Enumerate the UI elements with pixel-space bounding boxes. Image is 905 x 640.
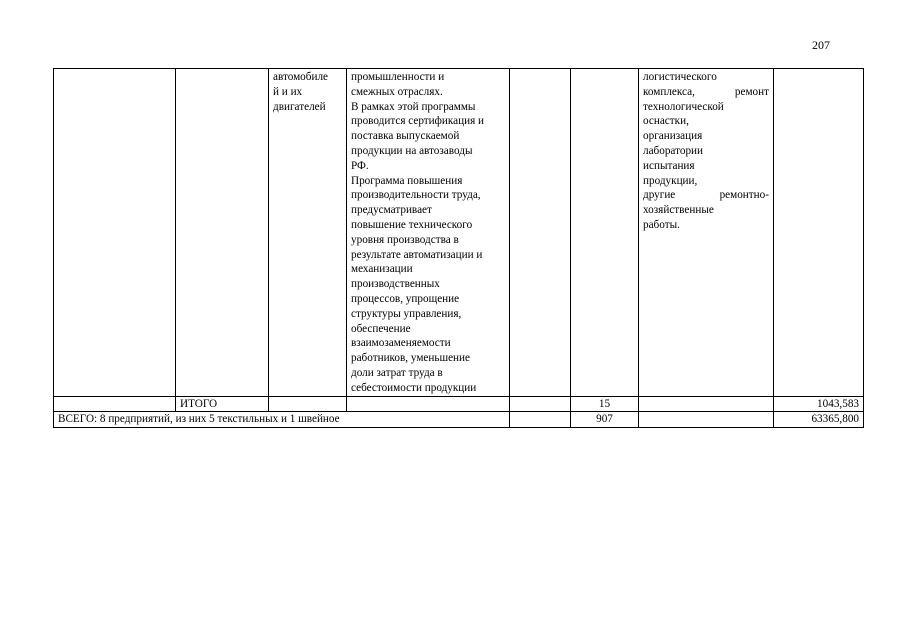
- vsego-row: [54, 412, 864, 428]
- table-cell-empty: [639, 412, 774, 428]
- table-cell-empty: [510, 396, 571, 412]
- itogo-count: 15: [571, 396, 639, 412]
- activities-line: продукции,: [643, 174, 698, 187]
- table-cell-empty: [510, 412, 571, 428]
- table-cell-empty: [510, 69, 571, 397]
- table-cell-empty: [639, 396, 774, 412]
- itogo-amount: 1043,583: [774, 396, 864, 412]
- activities-line: другие ремонтно-: [643, 189, 769, 202]
- vsego-label: ВСЕГО: 8 предприятий, из них 5 текстильных и 1 швейное: [54, 412, 510, 428]
- activities-line: логистического: [643, 71, 717, 83]
- activities-line: комплекса, ремонт: [643, 85, 769, 98]
- table-cell-empty: [774, 69, 864, 397]
- table-row: [54, 69, 864, 397]
- activities-line: организация: [643, 130, 703, 143]
- program-description-cell: промышленности и смежных отраслях. В рамках этой программы проводится сертификация и поставка выпускаемой продукции на автозаводы РФ. Программа повышения производительности труда, предусматривает повышение технического уровня производства в результате автоматизации и механизации производственных процессов, упрощение структуры управления, обеспечение взаимозаменяемости работников, уменьшение доли затрат труда в себестоимости продукции: [347, 69, 510, 397]
- itogo-label: ИТОГО: [176, 396, 269, 412]
- vsego-amount: 63365,800: [774, 412, 864, 428]
- enterprise-table: [53, 68, 864, 428]
- page-number: 207: [812, 38, 830, 52]
- product-type-cell: автомобиле й и их двигателей: [269, 69, 347, 397]
- activities-line: хозяйственные: [643, 204, 714, 217]
- vsego-count: 907: [571, 412, 639, 428]
- activities-cell: [639, 69, 774, 397]
- table-cell-empty: [347, 396, 510, 412]
- table-cell-empty: [571, 69, 639, 397]
- activities-line: технологической: [643, 100, 724, 113]
- table-cell-empty: [269, 396, 347, 412]
- itogo-row: [54, 396, 864, 412]
- table-cell-empty: [54, 69, 176, 397]
- activities-line: лаборатории: [643, 144, 704, 157]
- activities-line: оснастки,: [643, 115, 689, 128]
- activities-line: работы.: [643, 218, 680, 231]
- activities-line: испытания: [643, 159, 695, 172]
- table-cell-empty: [176, 69, 269, 397]
- table-cell-empty: [54, 396, 176, 412]
